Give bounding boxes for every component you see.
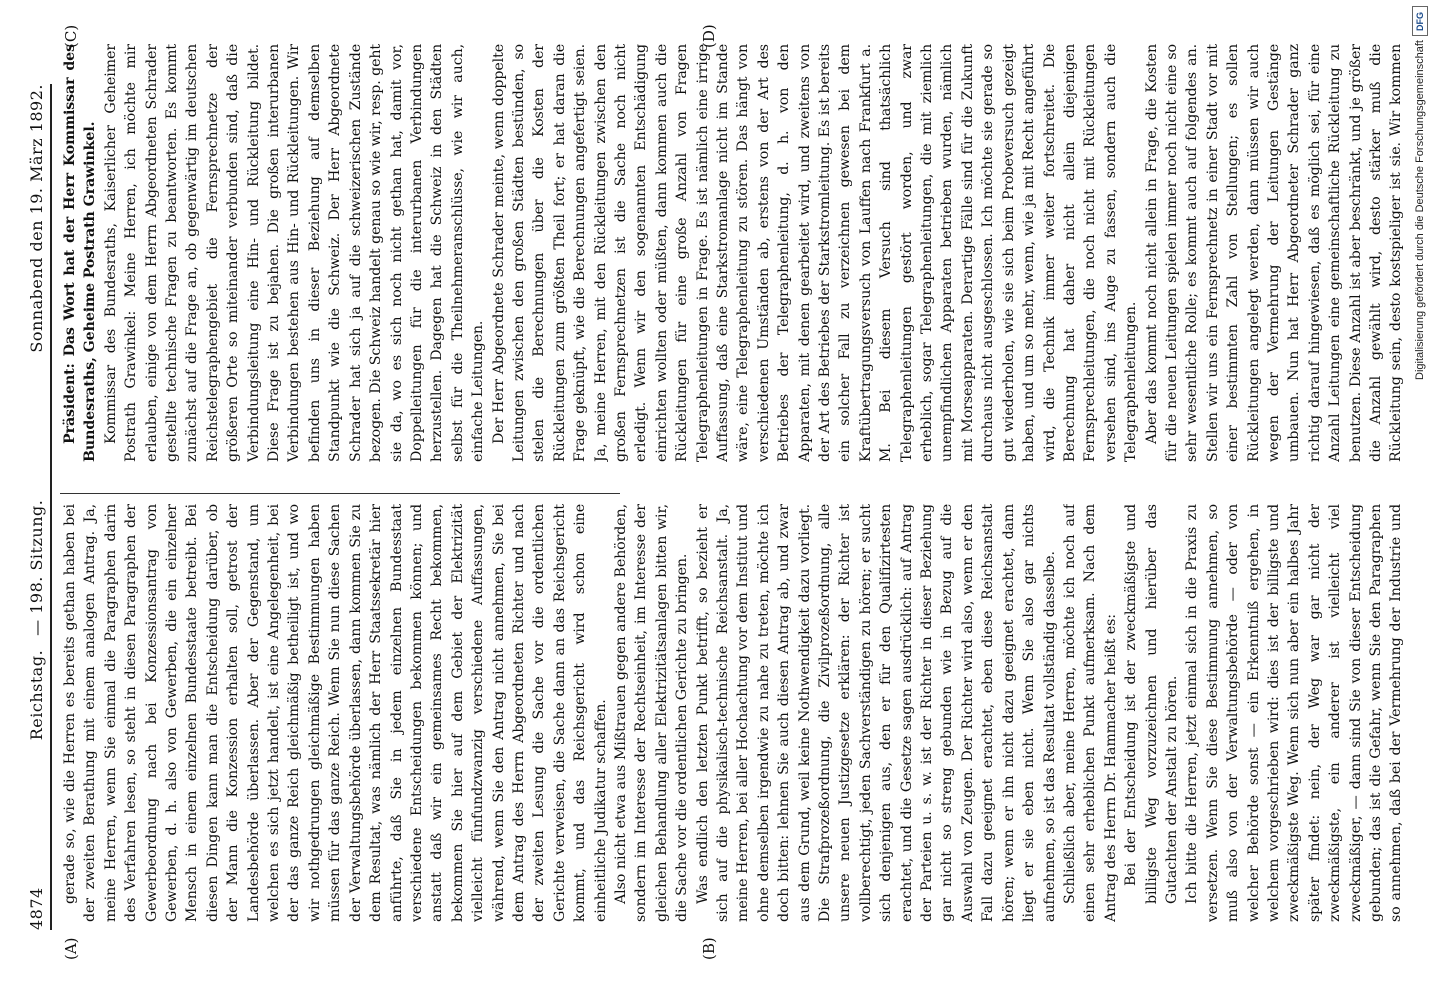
dfg-side-stripe bbox=[1398, 0, 1432, 1000]
right-paragraph: Der Herr Abgeordnete Schrader meinte, wenn doppelte Leitungen zwischen den großen Städten bestünden, so stelen die Berechnungen über die Kosten der Rückleitungen zum größten Theil fort; er hat daran die Frage geknüpft, wie die Berechnungen angefertigt seien. Ja, meine Herren, mit den Rückleitungen zwischen den großen Fernsprechnetzen ist die Sache noch nicht erledigt. Wenn wir den sogenannten Entschädigung einrichten wollten oder müßten, dann kommen auch die Rückleitungen für eine große Anzahl von Fragen Telegraphenleitungen in Frage. Es ist nämlich eine irrige Auffassung, daß eine Starkstromanlage nicht im Stande wäre, eine Telegraphenleitung zu stören. Das hängt von verschiedenen Umständen ab, erstens von der Art des Betriebes der Telegraphenleitung, d. h. von den Apparaten, mit denen gearbeitet wird, und zweitens von der Art des Betriebes der Starkstromleitung. Es ist bereits ein solcher Fall zu verzeichnen gewesen bei dem Kraftübertragungsversuch von Lauffen nach Frankfurt a. M. Bei diesem Versuch sind thatsächlich Telegraphenleitungen gestört worden, und zwar erheblich, sogar Telegraphenleitungen, die mit ziemlich unempfindlichen Apparaten betrieben wurden, nämlich mit Morseapparaten. Derartige Fälle sind für die Zukunft durchaus nicht ausgeschlossen. Ich möchte sie gerade so gut wiederholen, wie sie sich beim Probeversuch gezeigt haben, und um so mehr, wenn, wie ja mit Recht angeführt wird, die Technik immer weiter fortschreitet. Die Berechnung hat daher nicht allein diejenigen Fernsprechleitungen, die noch nicht mit Rückleitungen versehen sind, ins Auge zu fassen, sondern auch die Telegraphenleitungen. bbox=[490, 44, 1140, 462]
left-paragraph: Also nicht etwa aus Mißtrauen gegen andere Behörden, sondern im Interesse der Rechtseinheit, im Interesse der gleichen Behandlung aller Elektrizitätsanlagen bitten wir, die Sache vor die ordentlichen Gerichte zu bringen. bbox=[612, 504, 691, 922]
left-column bbox=[60, 504, 1410, 922]
right-paragraph: Kommissar des Bundesraths, Kaiserlicher Geheimer Postrath Grawinkel: Meine Herren, ich möchte mir erlauben, einige von dem Herrn Abgeordneten Schrader gestellte technische Fragen zu beantworten. Es kommt zunächst auf die Frage an, ob gegenwärtig im deutschen Reichstelegraphengebiet die Fernsprechnetze der größeren Orte so miteinander verbunden sind, daß die Verbindungsleitung eine Hin- und Rückleitung bildet. Diese Frage ist zu bejahen. Die großen interurbanen Verbindungen bestehen aus Hin- und Rückleitungen. Wir befinden uns in dieser Beziehung auf demselben Standpunkt wie die Schweiz. Der Herr Abgeordnete Schrader hat sich ja auf die schweizerischen Zustände bezogen. Die Schweiz handelt genau so wie wir, resp. geht sie da, wo es sich noch nicht gethan hat, damit vor, Doppelleitungen für die interurbanen Verbindungen herzustellen. Dagegen hat die Schweiz in den Städten selbst für die Theilnehmeranschlüsse, wie wir auch, einfache Leitungen. bbox=[102, 44, 487, 462]
header-rule bbox=[50, 84, 52, 930]
dfg-funding-text: Digitalisierung gefördert durch die Deutsche Forschungsgemeinschaft bbox=[1414, 40, 1426, 380]
margin-marker-b: (B) bbox=[700, 937, 718, 960]
right-column bbox=[60, 44, 1410, 462]
left-paragraph: Was endlich den letzten Punkt betrifft, so bezieht er sich auf die physikalisch-technische Reichsanstalt. Ja, meine Herren, bei aller Hochachtung vor dem Institut und ohne demselben irgendwie zu nahe zu treten, möchte ich doch bitten: lehnen Sie auch diesen Antrag ab, und zwar aus dem Grund, weil keine Nothwendigkeit dazu vorliegt. Die Strafprozeßordnung, die Zivilprozeßordnung, alle unsere neuen Justizgesetze erklären: der Richter ist vollberechtigt, jeden Sachverständigen zu hören; er sucht sich denjenigen aus, den er für den Qualifizirtesten erachtet, und die Gesetze sagen ausdrücklich: auf Antrag der Parteien u. s. w. ist der Richter in dieser Beziehung gar nicht so streng gebunden wie in Bezug auf die Auswahl von Zeugen. Der Richter wird also, wenn er den Fall dazu geeignet erachtet, eben diese Reichsanstalt hören; wenn er ihn nicht dazu geeignet erachtet, dann liegt er sie eben nicht. Wenn Sie also gar nichts aufnehmen, so ist das Resultat vollständig dasselbe. bbox=[694, 504, 1058, 922]
left-quote: Bei der Entscheidung ist der zweckmäßigste und billigste Weg vorzuzeichnen und hierüber das Gutachten der Anstalt zu hören. bbox=[1123, 504, 1180, 904]
left-paragraph: Ich bitte die Herren, jetzt einmal sich in die Praxis zu versetzen. Wenn Sie diese Bestimmung annehmen, so muß also von der Verwaltungsbehörde — oder von welcher Behörde sonst — ein Erkenntniß ergehen, in welchem vorgeschrieben wird: dies ist der billigste und zweckmäßigste Weg. Wenn sich nun aber ein halbes Jahr später findet: nein, der Weg war gar nicht der zweckmäßigste, ein anderer ist vielleicht viel zweckmäßiger, — dann sind Sie von dieser Entscheidung gebunden; das ist die Gefahr, wenn Sie den Paragraphen so annehmen, daß bei der Vermehrung der Industrie und bbox=[1184, 504, 1405, 922]
margin-marker-a: (A) bbox=[62, 937, 80, 960]
page-header bbox=[26, 84, 46, 930]
header-date: Sonnabend den 19. März 1892. bbox=[26, 84, 46, 353]
dfg-logo bbox=[1412, 6, 1428, 36]
dfg-logo-text: DFG bbox=[1415, 11, 1425, 31]
margin-marker-d: (D) bbox=[700, 24, 718, 48]
right-paragraph: Aber das kommt noch nicht allein in Frage, die Kosten für die neuen Leitungen spielen immer noch nicht eine so sehr wesentliche Rolle; es kommt auch auf folgendes an. Stellen wir uns ein Fernsprechnetz in einer Stadt vor mit einer bestimmten Zahl von Stellungen; es sollen Rückleitungen angelegt werden, dann müssen wir auch wegen der Vermehrung der Leitungen Gestänge umbauen. Nun hat Herr Abgeordneter Schrader ganz richtig darauf hingewiesen, daß es möglich sei, für eine Anzahl Leitungen eine gemeinschaftliche Rückleitung zu benutzen. Diese Anzahl ist aber beschränkt, und je größer die Anzahl gewählt wird, desto stärker muß die Rückleitung sein, desto kostspieliger ist sie. Wir kommen bbox=[1143, 44, 1405, 462]
page-number: 4874 bbox=[26, 887, 46, 930]
header-session: — 198. Sitzung. bbox=[26, 499, 46, 636]
left-paragraph: gerade so, wie die Herren es bereits gethan haben bei der zweiten Berathung mit einem analogen Antrag. Ja, meine Herren, wenn Sie einmal die Paragraphen darin des Verfahren lesen, so steht in diesen Paragraphen der Gewerbeordnung nach bei Konzessionsantrag von Gewerben, d. h. also von Gewerben, die ein einzelner Mensch in einem einzelnen Bundesstaate betreibt. Bei diesen Dingen kann man die Entscheidung darüber, ob der Mann die Konzession erhalten soll, getrost der Landesbehörde überlassen. Aber der Gegenstand, um welchen es sich jetzt handelt, ist eine Angelegenheit, bei der das ganze Reich gleichmäßig betheiligt ist, und wo wir nothgedrungen gleichmäßige Bestimmungen haben müssen für das ganze Reich. Wenn Sie nun diese Sachen der Verwaltungsbehörde überlassen, dann kommen Sie zu dem Resultat, was nämlich der Herr Staatssekretär hier anführte, daß Sie in jedem einzelnen Bundesstaat verschiedene Entscheidungen bekommen können; und anstatt daß wir ein gemeinsames Recht bekommen, bekommen Sie hier auf dem Gebiet der Elektrizität vielleicht fünfundzwanzig verschiedene Auffassungen, während, wenn Sie den Antrag nicht annehmen, Sie bei dem Antrag des Herrn Abgeordneten Richter und nach der zweiten Lesung die Sache vor die ordentlichen Gerichte verweisen, die Sache dann an das Reichsgericht kommt, und das Reichsgericht wird schon eine einheitliche Judikatur schaffen. bbox=[62, 504, 609, 922]
header-body: Reichstag. bbox=[26, 649, 46, 741]
column-divider bbox=[60, 493, 620, 494]
president-intro: Präsident: Das Wort hat der Herr Kommissar des Bundesraths, Geheime Postrath Grawinkel. bbox=[62, 44, 99, 462]
left-paragraph: Schließlich aber, meine Herren, möchte ich noch auf einen sehr erheblichen Punkt aufmerksam. Nach dem Antrag des Herrn Dr. Hammacher heißt es: bbox=[1061, 504, 1119, 922]
dfg-text-wrap bbox=[1410, 40, 1430, 600]
margin-marker-c: (C) bbox=[62, 24, 80, 48]
header-center bbox=[27, 500, 46, 741]
